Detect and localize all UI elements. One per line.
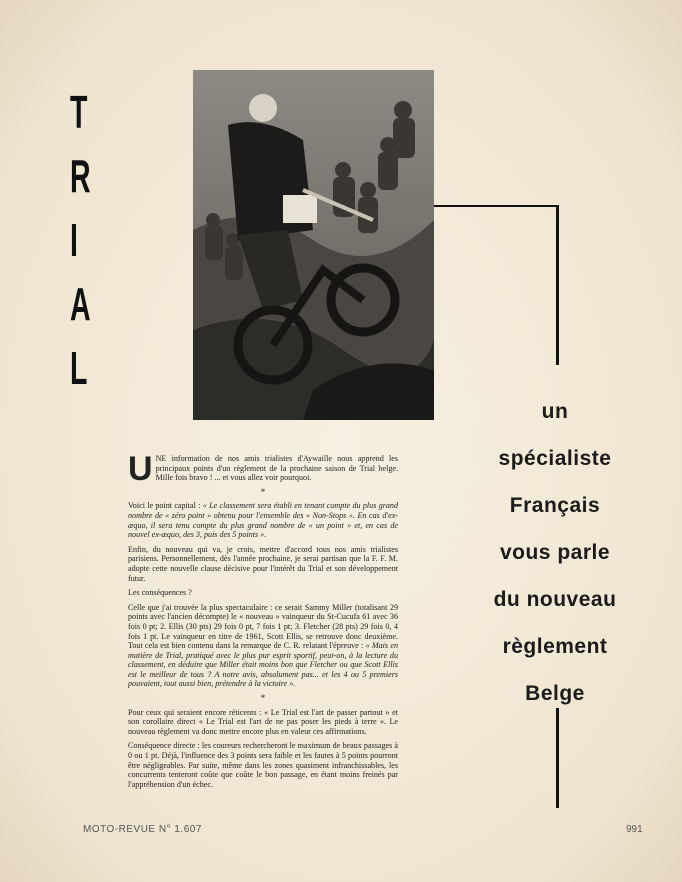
title-letter: R bbox=[70, 150, 91, 202]
horizontal-rule bbox=[434, 205, 558, 207]
subtitle-line: vous parle bbox=[499, 541, 611, 564]
intro-text: NE information de nos amis trialistes d'Aywaille nous apprend les principaux points d'un règlement de la prochaine saison de Trial belge. Mille fois bravo ! ... et vous allez voir pourquoi. bbox=[155, 454, 398, 483]
section-star: * bbox=[260, 693, 266, 704]
footer-magazine-issue: MOTO-REVUE N° 1.607 bbox=[83, 824, 202, 835]
paragraph-lead: Celle que j'ai trouvée la plus spectaculaire : ce serait Sammy Miller (totalisant 29 points avec l'ancien décompte) le « nouveau » vainqueur du St-Cucufa 61 avec 36 fois 0 pt; 2. Ellis (30 pts) 29 fois 0 pt, 7 fois 1 pt; 3. Fletcher (28 pts) 29 fois 0, 4 fois 1 pt. Le vainqueur en titre de 1961, Scott Ellis, se retrouve donc deuxième. Tout cela est bien contenu dans la remarque de C. R. relatant l'épreuve : bbox=[128, 602, 398, 651]
section-star: * bbox=[260, 486, 266, 497]
vertical-rule-bottom bbox=[556, 708, 559, 808]
report-quote: « Mais en matière de Trial, pratiqué avec le plus pur esprit sportif, peut-on, à la lecture du classement, en déduire que Miller était moins bon que Fletcher ou que Scott Ellis est le meilleur de tous ? A notre avis, absolument pas... et les 4 ou 5 premiers pouvaient, tout aussi bien, prétendre à la victoire ». bbox=[128, 641, 398, 689]
subtitle-line: règlement bbox=[502, 635, 608, 658]
trial-rider-photo bbox=[193, 70, 434, 420]
subtitle-line: Français bbox=[509, 494, 601, 517]
title-letter: L bbox=[70, 342, 88, 394]
title-letter: A bbox=[70, 278, 91, 330]
footer-page-number: 991 bbox=[626, 824, 643, 835]
subtitle-block bbox=[470, 388, 640, 717]
title-letter: T bbox=[70, 86, 88, 138]
article-body bbox=[128, 450, 398, 794]
paragraph-capital-point bbox=[128, 501, 398, 539]
subtitle-line: Belge bbox=[525, 682, 585, 705]
drop-cap: U bbox=[128, 450, 153, 488]
paragraph-lead: Voici le point capital : bbox=[128, 501, 203, 511]
rule-quote: « Le classement sera établi en tenant compte du plus grand nombre de « zéro point » obtenu pour l'ensemble des « Non-Stops ». En cas d'ex-æquo, il sera tenu compte du plus grand nombre de « un point » et, en cas de nouvel ex-æquo, des 3, puis des 5 points ». bbox=[128, 501, 398, 540]
paragraph-consequences bbox=[128, 603, 398, 689]
vertical-rule-top bbox=[556, 205, 559, 365]
vertical-title bbox=[70, 80, 100, 400]
paragraph: Les conséquences ? bbox=[128, 588, 192, 598]
paragraph: Pour ceux qui seraient encore réticents : « Le Trial est l'art de passer partout » et son corollaire direct « Le Trial est l'art de ne pas poser les pieds à terre ». Le nouveau règlement va donc mettre encore plus en valeur ces affirmations. bbox=[128, 707, 398, 736]
photo-illustration bbox=[193, 70, 434, 420]
paragraph: Conséquence directe : les coureurs rechercheront le maximum de beaux passages à 0 ou 1 pt. Déjà, l'influence des 3 points sera faible et les fautes à 5 points pourront être négligeables. Par suite, même dans les zones quasiment infranchissables, les concurrents tenteront coûte que coûte le bon passage, en étant moins freinés par l'appréhension d'un échec. bbox=[128, 741, 398, 789]
subtitle-line: un bbox=[541, 400, 569, 423]
title-letter: I bbox=[70, 214, 78, 266]
paragraph: Enfin, du nouveau qui va, je crois, mettre d'accord tous nos amis trialistes parisiens. Personnellement, dès l'année prochaine, je serai partisan que la F. F. M. adopte cette nouvelle clause décisive pour l'intérêt du Trial et son développement futur. bbox=[128, 544, 398, 583]
intro-paragraph bbox=[128, 450, 398, 488]
subtitle-line: du nouveau bbox=[493, 588, 617, 611]
subtitle-line: spécialiste bbox=[498, 447, 612, 470]
